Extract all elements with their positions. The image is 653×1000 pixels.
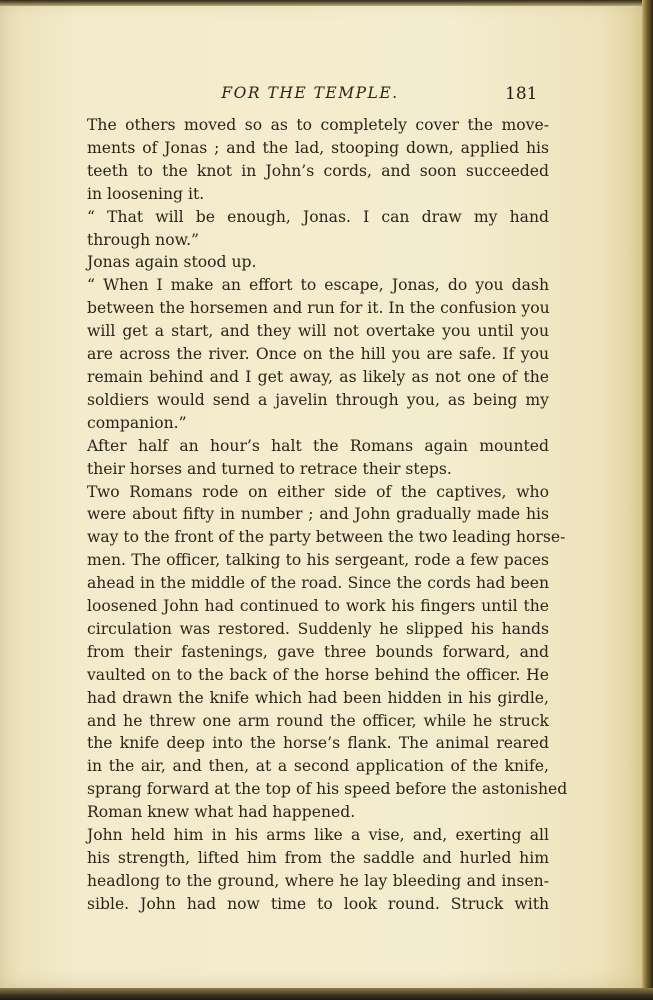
text-line: in the air, and then, at a second application of the knife, [87,757,549,776]
text-line: their horses and turned to retrace their steps. [87,459,452,478]
text-line: teeth to the knot in John’s cords, and soon succeeded [87,161,549,180]
page-top-edge [0,0,653,6]
text-line: John held him in his arms like a vise, and, exerting all [87,826,549,845]
text-line: loosened John had continued to work his fingers until the [87,597,549,616]
text-line: are across the river. Once on the hill you are safe. If you [87,345,549,364]
running-title: FOR THE TEMPLE. [221,84,399,102]
text-line: remain behind and I get away, as likely as not one of the [87,367,549,386]
text-line: ments of Jonas ; and the lad, stooping down, applied his [87,138,549,157]
text-line: way to the front of the party between the two leading horse- [87,528,566,547]
text-line: After half an hour’s halt the Romans again mounted [87,436,549,455]
text-line: from their fastenings, gave three bounds forward, and [87,642,549,661]
text-line: headlong to the ground, where he lay bleeding and insen- [87,871,549,890]
text-line: circulation was restored. Suddenly he slipped his hands [87,619,549,638]
text-line: and he threw one arm round the officer, while he struck [87,711,549,730]
text-line: “ That will be enough, Jonas. I can draw my hand [87,207,549,226]
page-right-edge [642,0,653,1000]
text-line: sible. John had now time to look round. Struck with [87,894,549,913]
text-line: ahead in the middle of the road. Since the cords had been [87,574,549,593]
page-bottom-edge [0,988,653,1000]
text-line: companion.” [87,413,187,432]
text-line: Two Romans rode on either side of the captives, who [87,482,549,501]
text-line: had drawn the knife which had been hidden in his girdle, [87,688,549,707]
text-line: The others moved so as to completely cover the move- [87,116,549,134]
text-line: vaulted on to the back of the horse behind the officer. He [87,665,549,684]
text-line: in loosening it. [87,184,205,203]
text-line: Jonas again stood up. [87,253,257,272]
text-line: his strength, lifted him from the saddle and hurled him [87,849,549,867]
page-number: 181 [505,84,538,104]
body-text [87,114,568,916]
text-line: men. The officer, talking to his sergeant, rode a few paces [87,551,549,570]
text-line: soldiers would send a javelin through you, as being my [87,390,549,409]
text-line: were about fifty in number ; and John gradually made his [87,505,549,524]
text-line: will get a start, and they will not overtake you until you [87,322,549,341]
text-line: sprang forward at the top of his speed before the astonished [87,780,568,799]
text-line: “ When I make an effort to escape, Jonas, do you dash [87,276,549,295]
text-line: the knife deep into the horse’s flank. The animal reared [87,734,549,753]
text-line: Roman knew what had happened. [87,803,356,822]
text-line: between the horsemen and run for it. In the confusion you [87,299,550,318]
text-line: through now.” [87,230,200,249]
